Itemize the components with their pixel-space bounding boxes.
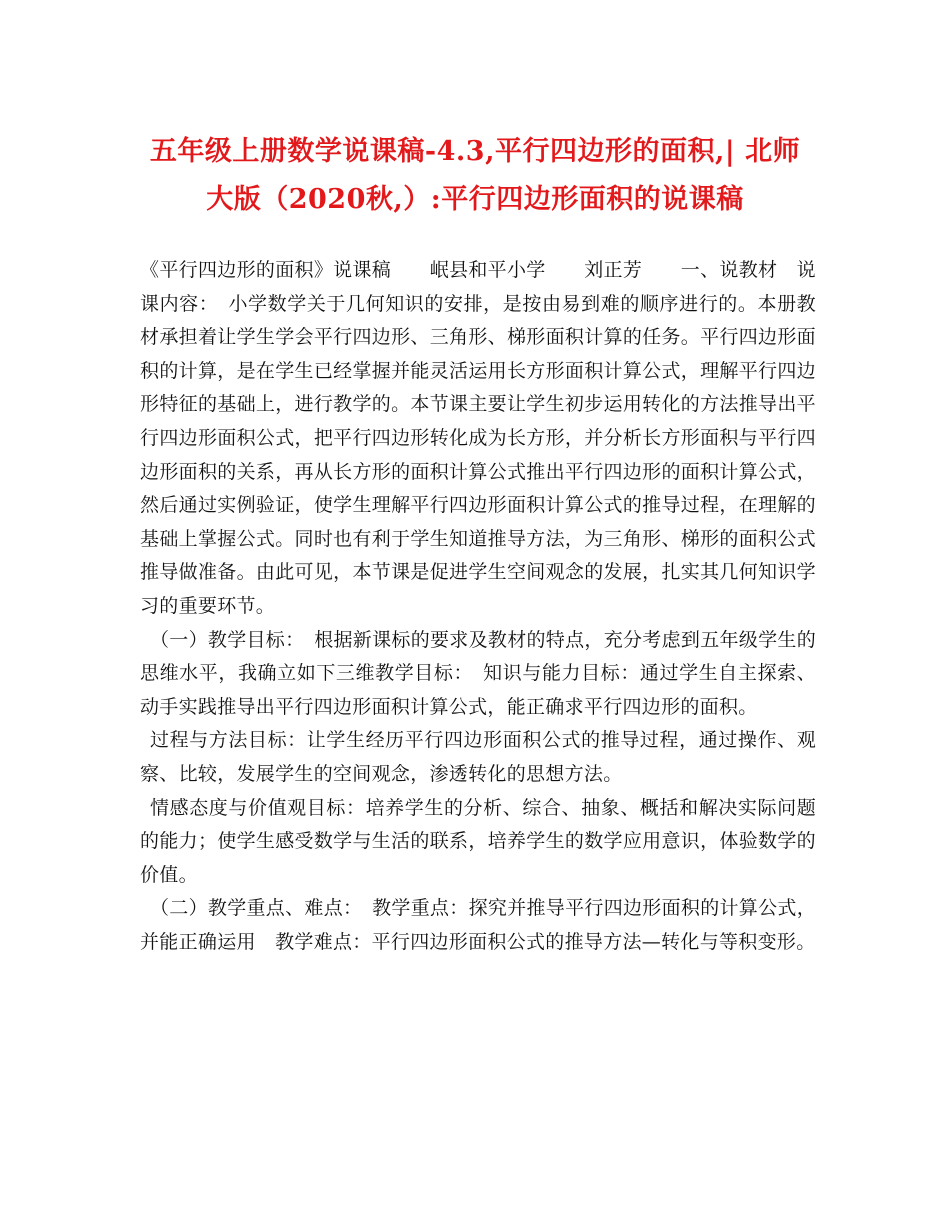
paragraph-key-points-difficulties: （二）教学重点、难点： 教学重点：探究并推导平行四边形面积的计算公式，并能正确运用 教学难点：平行四边形面积公式的推导方法—转化与等积变形。 (140, 897, 817, 953)
title-line-2: 大版（2020秋,）:平行四边形面积的说课稿 (206, 184, 744, 215)
document-body (140, 254, 816, 959)
paragraph-process-method-objectives: 过程与方法目标：让学生经历平行四边形面积公式的推导过程，通过操作、观察、比较，发展学生的空间观念，渗透转化的思想方法。 (140, 729, 816, 785)
paragraph-teaching-objectives: （一）教学目标： 根据新课标的要求及教材的特点，充分考虑到五年级学生的思维水平，我确立如下三维教学目标： 知识与能力目标：通过学生自主探索、动手实践推导出平行四边形面积计算公式，能正确求平行四边形的面积。 (140, 628, 817, 718)
paragraph-emotion-attitude-objectives: 情感态度与价值观目标：培养学生的分析、综合、抽象、概括和解决实际问题的能力；使学生感受数学与生活的联系，培养学生的数学应用意识，体验数学的价值。 (140, 796, 816, 886)
paragraph-teaching-material: 《平行四边形的面积》说课稿 岷县和平小学 刘正芳 一、说教材 说课内容： 小学数学关于几何知识的安排，是按由易到难的顺序进行的。本册教材承担着让学生学会平行四边形、三角形、梯形面积计算的任务。平行四边形面积的计算，是在学生已经掌握并能灵活运用长方形面积计算公式，理解平行四边形特征的基础上，进行教学的。本节课主要让学生初步运用转化的方法推导出平行四边形面积公式，把平行四边形转化成为长方形，并分析长方形面积与平行四边形面积的关系，再从长方形的面积计算公式推出平行四边形的面积计算公式，然后通过实例验证，使学生理解平行四边形面积计算公式的推导过程，在理解的基础上掌握公式。同时也有利于学生知道推导方法，为三角形、梯形的面积公式推导做准备。由此可见，本节课是促进学生空间观念的发展，扎实其几何知识学习的重要环节。 (140, 259, 816, 617)
document-title (120, 128, 830, 224)
title-line-1: 五年级上册数学说课稿-4.3,平行四边形的面积,| 北师 (149, 136, 801, 167)
